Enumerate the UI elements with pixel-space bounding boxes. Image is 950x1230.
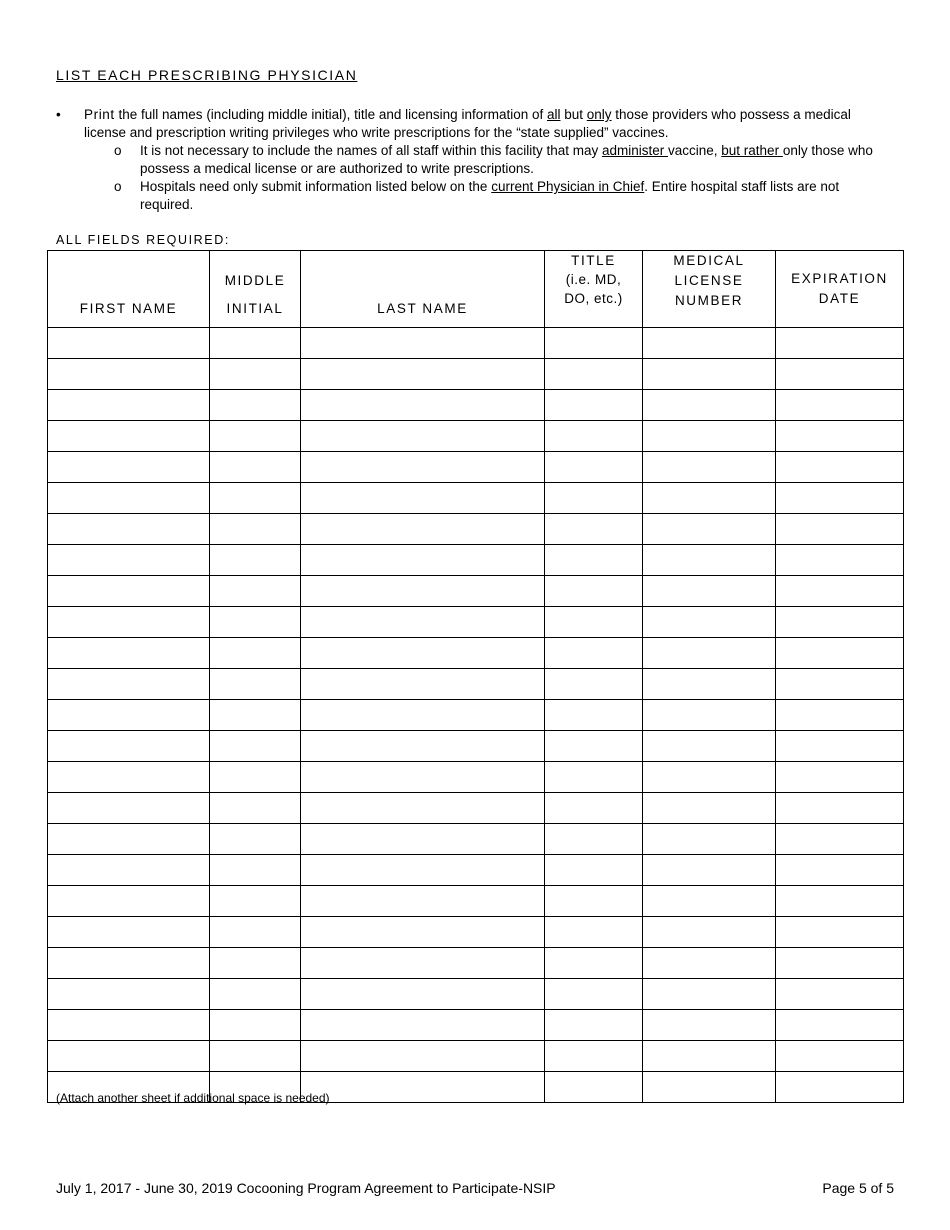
- table-row: [48, 731, 904, 762]
- cell-middle-initial[interactable]: [210, 483, 301, 514]
- cell-first-name[interactable]: [48, 421, 210, 452]
- cell-last-name[interactable]: [301, 700, 545, 731]
- table-row: [48, 545, 904, 576]
- cell-first-name[interactable]: [48, 483, 210, 514]
- sub1-text-3: only those who possess a medical license or are authorized to write prescriptions.: [140, 143, 873, 176]
- header-medical-license: [643, 251, 776, 328]
- table-row: [48, 700, 904, 731]
- cell-license-number[interactable]: [643, 824, 776, 855]
- cell-middle-initial[interactable]: [210, 514, 301, 545]
- cell-middle-initial[interactable]: [210, 824, 301, 855]
- cell-first-name[interactable]: [48, 390, 210, 421]
- cell-last-name[interactable]: [301, 1072, 545, 1103]
- cell-last-name[interactable]: [301, 1010, 545, 1041]
- header-title-line-2: (i.e. MD,: [565, 272, 622, 287]
- cell-title[interactable]: [545, 700, 643, 731]
- cell-last-name[interactable]: [301, 669, 545, 700]
- footer-page-number: Page 5 of 5: [822, 1180, 894, 1196]
- sub2-text-2: . Entire hospital staff lists are not required.: [140, 179, 840, 212]
- cell-middle-initial[interactable]: [210, 1010, 301, 1041]
- cell-middle-initial[interactable]: [210, 328, 301, 359]
- cell-first-name[interactable]: [48, 607, 210, 638]
- table-row: [48, 638, 904, 669]
- cell-expiration-date[interactable]: [776, 979, 904, 1010]
- cell-title[interactable]: [545, 452, 643, 483]
- cell-middle-initial[interactable]: [210, 421, 301, 452]
- table-row: [48, 886, 904, 917]
- cell-first-name[interactable]: [48, 669, 210, 700]
- cell-first-name[interactable]: [48, 514, 210, 545]
- cell-license-number[interactable]: [643, 607, 776, 638]
- cell-expiration-date[interactable]: [776, 638, 904, 669]
- cell-last-name[interactable]: [301, 545, 545, 576]
- cell-expiration-date[interactable]: [776, 328, 904, 359]
- cell-title[interactable]: [545, 948, 643, 979]
- table-row: [48, 669, 904, 700]
- cell-expiration-date[interactable]: [776, 731, 904, 762]
- cell-last-name[interactable]: [301, 948, 545, 979]
- sub-bullet-marker: o: [114, 179, 122, 194]
- cell-title[interactable]: [545, 793, 643, 824]
- cell-title[interactable]: [545, 576, 643, 607]
- table-row: [48, 1041, 904, 1072]
- cell-first-name[interactable]: [48, 452, 210, 483]
- cell-last-name[interactable]: [301, 421, 545, 452]
- cell-license-number[interactable]: [643, 979, 776, 1010]
- cell-last-name[interactable]: [301, 917, 545, 948]
- cell-last-name[interactable]: [301, 390, 545, 421]
- cell-first-name[interactable]: [48, 979, 210, 1010]
- cell-last-name[interactable]: [301, 1041, 545, 1072]
- sub1-underline-administer: administer: [601, 143, 668, 158]
- cell-expiration-date[interactable]: [776, 700, 904, 731]
- cell-last-name[interactable]: [301, 576, 545, 607]
- footer-program-title: July 1, 2017 - June 30, 2019 Cocooning Program Agreement to Participate-NSIP: [56, 1180, 556, 1196]
- bullet-underline-all: all: [546, 107, 561, 122]
- table-header-row: [48, 251, 904, 328]
- cell-last-name[interactable]: [301, 979, 545, 1010]
- cell-middle-initial[interactable]: [210, 917, 301, 948]
- table-row: [48, 948, 904, 979]
- cell-middle-initial[interactable]: [210, 762, 301, 793]
- bullet-text-1: the full names (including middle initial), title and licensing information of: [114, 107, 547, 122]
- sub2-underline-current-physician: current Physician in Chief: [491, 179, 645, 194]
- cell-middle-initial[interactable]: [210, 700, 301, 731]
- sub1-text-2: vaccine,: [668, 143, 722, 158]
- cell-expiration-date[interactable]: [776, 1010, 904, 1041]
- table-row: [48, 452, 904, 483]
- cell-license-number[interactable]: [643, 452, 776, 483]
- cell-last-name[interactable]: [301, 886, 545, 917]
- cell-expiration-date[interactable]: [776, 1041, 904, 1072]
- bullet-text-2: but: [560, 107, 587, 122]
- cell-title[interactable]: [545, 886, 643, 917]
- physician-table: [47, 250, 904, 1103]
- header-last-name-label: LAST NAME: [377, 301, 468, 316]
- cell-title[interactable]: [545, 421, 643, 452]
- cell-license-number[interactable]: [643, 421, 776, 452]
- cell-first-name[interactable]: [48, 793, 210, 824]
- cell-first-name[interactable]: [48, 948, 210, 979]
- header-title: [545, 251, 643, 328]
- cell-license-number[interactable]: [643, 514, 776, 545]
- cell-expiration-date[interactable]: [776, 917, 904, 948]
- cell-title[interactable]: [545, 669, 643, 700]
- cell-expiration-date[interactable]: [776, 514, 904, 545]
- cell-last-name[interactable]: [301, 452, 545, 483]
- attach-note: (Attach another sheet if additional space is needed): [56, 1091, 330, 1105]
- cell-license-number[interactable]: [643, 483, 776, 514]
- cell-first-name[interactable]: [48, 731, 210, 762]
- cell-expiration-date[interactable]: [776, 793, 904, 824]
- cell-last-name[interactable]: [301, 359, 545, 390]
- cell-title[interactable]: [545, 638, 643, 669]
- cell-middle-initial[interactable]: [210, 545, 301, 576]
- header-license-line-3: NUMBER: [674, 293, 744, 308]
- cell-last-name[interactable]: [301, 762, 545, 793]
- cell-license-number[interactable]: [643, 886, 776, 917]
- table-row: [48, 514, 904, 545]
- table-row: [48, 855, 904, 886]
- header-middle-line-1: MIDDLE: [224, 273, 286, 288]
- cell-last-name[interactable]: [301, 855, 545, 886]
- header-license-line-2: LICENSE: [674, 273, 744, 288]
- cell-title[interactable]: [545, 1072, 643, 1103]
- cell-first-name[interactable]: [48, 886, 210, 917]
- table-row: [48, 390, 904, 421]
- table-row: [48, 1010, 904, 1041]
- cell-first-name[interactable]: [48, 638, 210, 669]
- cell-license-number[interactable]: [643, 328, 776, 359]
- cell-last-name[interactable]: [301, 638, 545, 669]
- cell-license-number[interactable]: [643, 669, 776, 700]
- cell-first-name[interactable]: [48, 762, 210, 793]
- instructions: [56, 106, 886, 214]
- cell-title[interactable]: [545, 328, 643, 359]
- cell-expiration-date[interactable]: [776, 421, 904, 452]
- cell-title[interactable]: [545, 731, 643, 762]
- table-row: [48, 824, 904, 855]
- cell-license-number[interactable]: [643, 731, 776, 762]
- cell-middle-initial[interactable]: [210, 979, 301, 1010]
- cell-first-name[interactable]: [48, 855, 210, 886]
- cell-last-name[interactable]: [301, 328, 545, 359]
- cell-title[interactable]: [545, 607, 643, 638]
- cell-license-number[interactable]: [643, 1072, 776, 1103]
- cell-first-name[interactable]: [48, 328, 210, 359]
- cell-title[interactable]: [545, 979, 643, 1010]
- cell-middle-initial[interactable]: [210, 576, 301, 607]
- cell-license-number[interactable]: [643, 638, 776, 669]
- cell-license-number[interactable]: [643, 390, 776, 421]
- sub-bullet-1: [56, 142, 886, 178]
- cell-title[interactable]: [545, 917, 643, 948]
- cell-title[interactable]: [545, 1010, 643, 1041]
- header-first-name-label: FIRST NAME: [79, 301, 178, 316]
- cell-title[interactable]: [545, 762, 643, 793]
- cell-title[interactable]: [545, 390, 643, 421]
- header-middle-initial: [210, 251, 301, 328]
- cell-expiration-date[interactable]: [776, 452, 904, 483]
- table-row: [48, 421, 904, 452]
- cell-middle-initial[interactable]: [210, 948, 301, 979]
- cell-middle-initial[interactable]: [210, 1041, 301, 1072]
- header-last-name: [301, 251, 545, 328]
- cell-expiration-date[interactable]: [776, 359, 904, 390]
- header-expiration-date: [776, 251, 904, 328]
- main-bullet: [56, 106, 886, 142]
- sub1-underline-but-rather: but rather: [721, 143, 783, 158]
- cell-expiration-date[interactable]: [776, 607, 904, 638]
- header-expiration-line-2: DATE: [818, 291, 861, 306]
- table-row: [48, 979, 904, 1010]
- cell-expiration-date[interactable]: [776, 762, 904, 793]
- cell-title[interactable]: [545, 483, 643, 514]
- header-title-line-3: DO, etc.): [564, 291, 623, 306]
- table-row: [48, 762, 904, 793]
- table-row: [48, 328, 904, 359]
- cell-title[interactable]: [545, 514, 643, 545]
- table-row: [48, 359, 904, 390]
- cell-first-name[interactable]: [48, 545, 210, 576]
- cell-title[interactable]: [545, 855, 643, 886]
- table-body: [48, 328, 904, 1103]
- sub2-text-1: Hospitals need only submit information listed below on the: [140, 179, 492, 194]
- cell-expiration-date[interactable]: [776, 483, 904, 514]
- cell-title[interactable]: [545, 359, 643, 390]
- fields-required-label: ALL FIELDS REQUIRED:: [56, 233, 230, 247]
- cell-license-number[interactable]: [643, 1041, 776, 1072]
- cell-license-number[interactable]: [643, 700, 776, 731]
- sub1-text-1: It is not necessary to include the names of all staff within this facility that may: [140, 143, 602, 158]
- cell-last-name[interactable]: [301, 793, 545, 824]
- bullet-text-3: those providers who possess a medical license and prescription writing privileges who write prescriptions for the “state supplied” vaccines.: [84, 107, 851, 140]
- cell-last-name[interactable]: [301, 607, 545, 638]
- cell-middle-initial[interactable]: [210, 359, 301, 390]
- cell-expiration-date[interactable]: [776, 545, 904, 576]
- cell-expiration-date[interactable]: [776, 824, 904, 855]
- cell-title[interactable]: [545, 1041, 643, 1072]
- cell-license-number[interactable]: [643, 359, 776, 390]
- table-row: [48, 576, 904, 607]
- cell-expiration-date[interactable]: [776, 855, 904, 886]
- cell-middle-initial[interactable]: [210, 886, 301, 917]
- cell-expiration-date[interactable]: [776, 576, 904, 607]
- cell-last-name[interactable]: [301, 824, 545, 855]
- cell-title[interactable]: [545, 824, 643, 855]
- page-heading: LIST EACH PRESCRIBING PHYSICIAN: [56, 67, 358, 83]
- cell-license-number[interactable]: [643, 793, 776, 824]
- cell-first-name[interactable]: [48, 576, 210, 607]
- cell-first-name[interactable]: [48, 359, 210, 390]
- cell-middle-initial[interactable]: [210, 607, 301, 638]
- cell-expiration-date[interactable]: [776, 886, 904, 917]
- cell-middle-initial[interactable]: [210, 731, 301, 762]
- cell-license-number[interactable]: [643, 948, 776, 979]
- cell-last-name[interactable]: [301, 483, 545, 514]
- cell-title[interactable]: [545, 545, 643, 576]
- cell-license-number[interactable]: [643, 576, 776, 607]
- cell-middle-initial[interactable]: [210, 452, 301, 483]
- cell-license-number[interactable]: [643, 1010, 776, 1041]
- table-row: [48, 483, 904, 514]
- bullet-lead: Print: [84, 107, 115, 122]
- sub-bullet-list: [56, 142, 886, 214]
- cell-license-number[interactable]: [643, 545, 776, 576]
- bullet-underline-only: only: [586, 107, 612, 122]
- cell-last-name[interactable]: [301, 514, 545, 545]
- cell-middle-initial[interactable]: [210, 855, 301, 886]
- cell-expiration-date[interactable]: [776, 669, 904, 700]
- cell-license-number[interactable]: [643, 917, 776, 948]
- header-license-line-1: MEDICAL: [673, 253, 745, 268]
- cell-first-name[interactable]: [48, 1010, 210, 1041]
- bullet-marker: •: [56, 107, 61, 122]
- cell-expiration-date[interactable]: [776, 390, 904, 421]
- cell-expiration-date[interactable]: [776, 948, 904, 979]
- cell-expiration-date[interactable]: [776, 1072, 904, 1103]
- cell-first-name[interactable]: [48, 700, 210, 731]
- cell-license-number[interactable]: [643, 762, 776, 793]
- cell-first-name[interactable]: [48, 824, 210, 855]
- cell-middle-initial[interactable]: [210, 793, 301, 824]
- cell-last-name[interactable]: [301, 731, 545, 762]
- cell-middle-initial[interactable]: [210, 638, 301, 669]
- header-middle-line-2: INITIAL: [226, 301, 284, 316]
- cell-license-number[interactable]: [643, 855, 776, 886]
- header-title-line-1: TITLE: [571, 253, 616, 268]
- sub-bullet-2: [56, 178, 886, 214]
- cell-middle-initial[interactable]: [210, 669, 301, 700]
- table-row: [48, 607, 904, 638]
- cell-middle-initial[interactable]: [210, 390, 301, 421]
- table-row: [48, 917, 904, 948]
- header-expiration-line-1: EXPIRATION: [791, 271, 888, 286]
- table-row: [48, 793, 904, 824]
- header-first-name: [48, 251, 210, 328]
- cell-first-name[interactable]: [48, 1041, 210, 1072]
- sub-bullet-marker: o: [114, 143, 122, 158]
- page-footer: [56, 1180, 894, 1196]
- cell-first-name[interactable]: [48, 917, 210, 948]
